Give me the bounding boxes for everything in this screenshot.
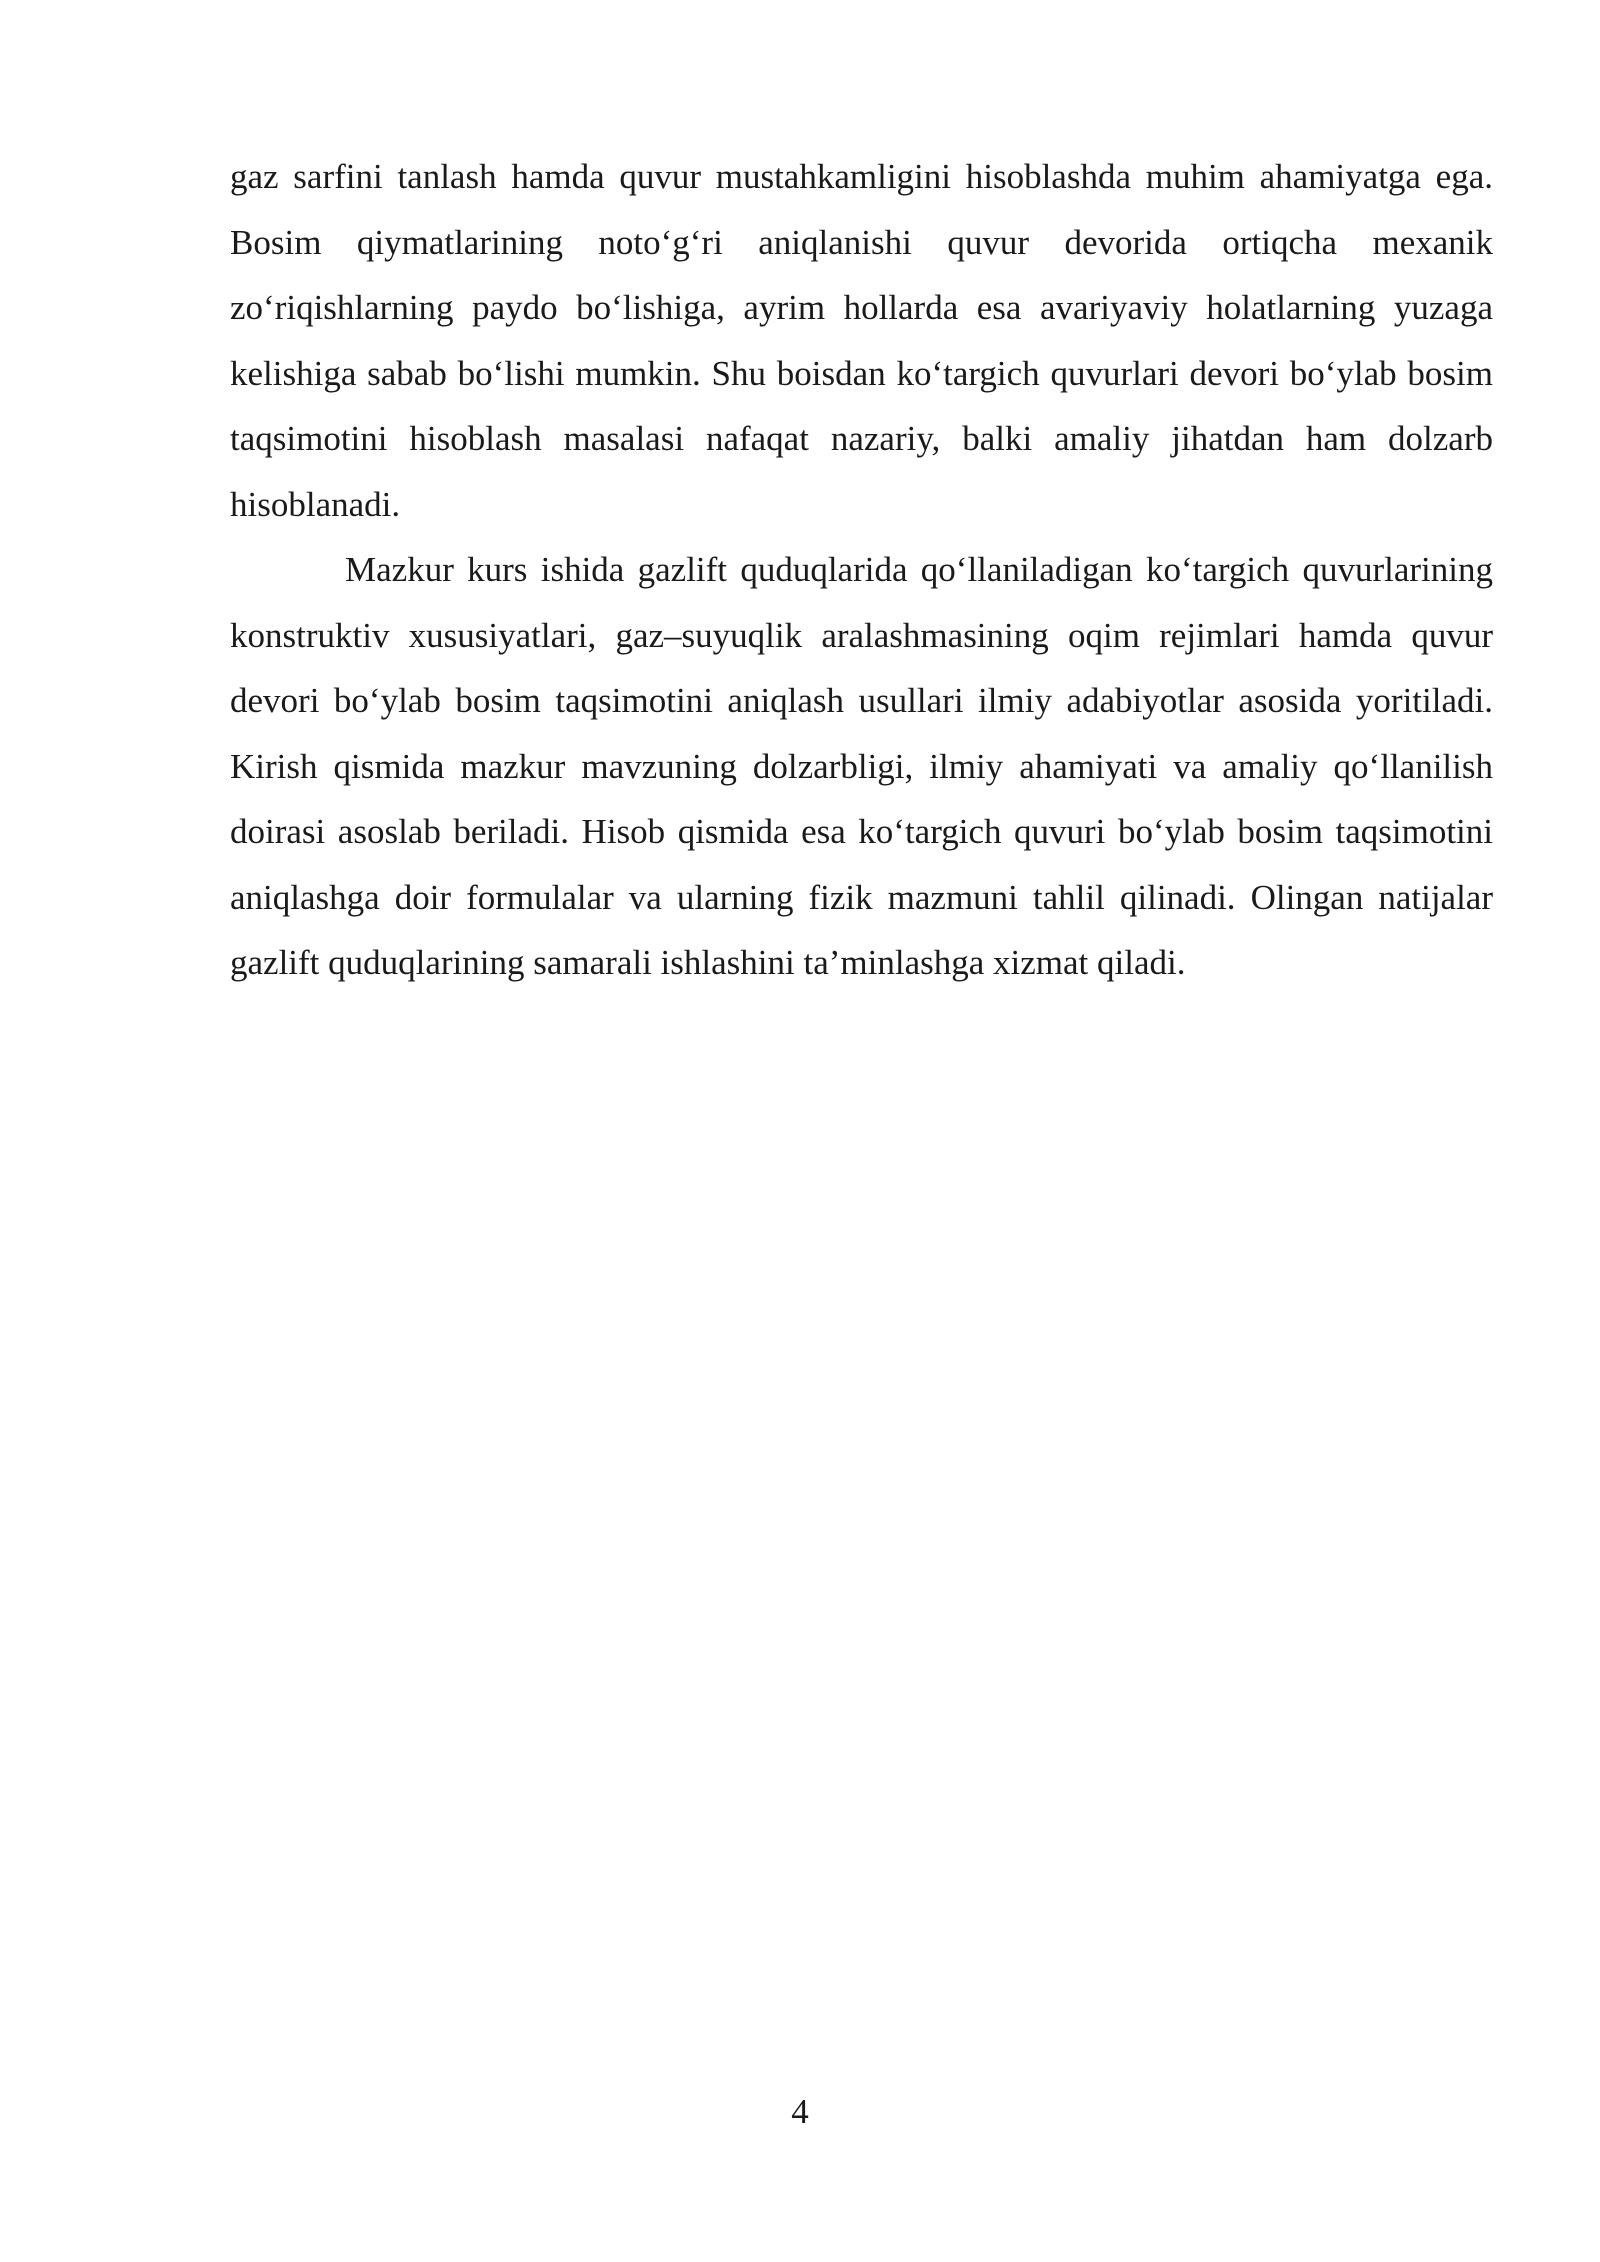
paragraph-intro-overview: Mazkur kurs ishida gazlift quduqlarida qo‘llaniladigan ko‘targich quvurlarining konstruktiv xususiyatlari, gaz–suyuqlik aralashmasining oqim rejimlari hamda quvur devori bo‘ylab bosim taqsimotini aniqlash usullari ilmiy adabiyotlar asosida yoritiladi. Kirish qismida mazkur mavzuning dolzarbligi, ilmiy ahamiyati va amaliy qo‘llanilish doirasi asoslab beriladi. Hisob qismida esa ko‘targich quvuri bo‘ylab bosim taqsimotini aniqlashga doir formulalar va ularning fizik mazmuni tahlil qilinadi. Olingan natijalar gazlift quduqlarining samarali ishlashini ta’minlashga xizmat qiladi. bbox=[230, 550, 1493, 982]
page-number: 4 bbox=[791, 2092, 809, 2131]
paragraph-continuation: gaz sarfini tanlash hamda quvur mustahkamligini hisoblashda muhim ahamiyatga ega. Bosim qiymatlarining noto‘g‘ri aniqlanishi quvur devorida ortiqcha mexanik zo‘riqishlarning paydo bo‘lishiga, ayrim hollarda esa avariyaviy holatlarning yuzaga kelishiga sabab bo‘lishi mumkin. Shu boisdan ko‘targich quvurlari devori bo‘ylab bosim taqsimotini hisoblash masalasi nafaqat nazariy, balki amaliy jihatdan ham dolzarb hisoblanadi. bbox=[230, 157, 1493, 524]
body-text bbox=[230, 144, 1493, 996]
